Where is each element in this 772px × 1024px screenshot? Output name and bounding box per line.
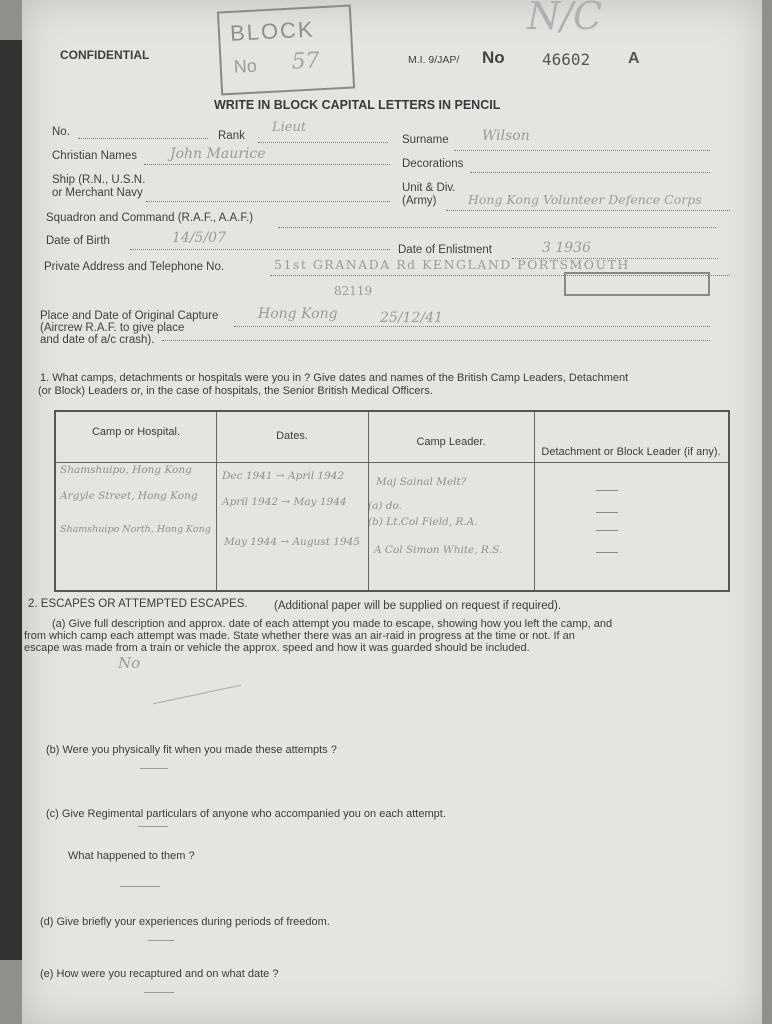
no-label: No. (52, 126, 70, 138)
answer-d-dash (148, 940, 174, 941)
unit-label-2: (Army) (402, 195, 437, 207)
answer-c2-dash (120, 886, 160, 887)
capture-label-3: and date of a/c crash). (40, 334, 155, 346)
question-e: (e) How were you recaptured and on what date ? (40, 968, 279, 980)
question-b: (b) Were you physically fit when you made these attempts ? (46, 744, 337, 756)
question-c: (c) Give Regimental particulars of anyone who accompanied you on each attempt. (46, 808, 446, 820)
reference-suffix: A (628, 50, 640, 67)
stamp-block-text: BLOCK (229, 16, 316, 46)
camps-table (54, 410, 730, 592)
section2-qa-line1: (a) Give full description and approx. date of each attempt you made to escape, showing how you left the camp, and (52, 618, 613, 630)
enlistment-value: 3 1936 (542, 240, 591, 256)
rank-value: Lieut (272, 120, 307, 135)
reference-prefix: M.I. 9/JAP/ (408, 54, 460, 66)
answer-b-dash (140, 768, 168, 769)
table-row-2-camp: Argyle Street, Hong Kong (60, 490, 198, 502)
rank-label: Rank (218, 130, 245, 142)
answer-a-value: No (118, 654, 141, 672)
column-header-camp-leader: Camp Leader. (416, 436, 486, 448)
answer-e-dash (144, 992, 174, 993)
ship-label-1: Ship (R.N., U.S.N. (52, 174, 146, 186)
form-instruction: WRITE IN BLOCK CAPITAL LETTERS IN PENCIL (214, 98, 501, 112)
column-header-camp: Camp or Hospital. (91, 426, 181, 438)
table-row-2-dates: April 1942 → May 1944 (222, 496, 347, 508)
address-box (564, 272, 710, 296)
reference-no-label: No (482, 48, 505, 67)
section1-question-line1: 1. What camps, detachments or hospitals were you in ? Give dates and names of the British Camp Leaders, Detachment (40, 372, 629, 384)
classification-mark: CONFIDENTIAL (60, 48, 150, 62)
answer-c-dash (138, 826, 168, 827)
unit-value: Hong Kong Volunteer Defence Corps (468, 192, 702, 207)
question-d: (d) Give briefly your experiences during periods of freedom. (40, 916, 330, 928)
table-row-1-dates: Dec 1941 → April 1942 (222, 470, 345, 482)
stamp-no-text: No (233, 55, 258, 77)
address-value: 51st GRANADA Rd KENGLAND PORTSMOUTH (274, 257, 630, 272)
section2-title-note: (Additional paper will be supplied on request if required). (274, 600, 562, 612)
unit-label-1: Unit & Div. (402, 182, 456, 194)
column-header-dates: Dates. (276, 430, 308, 442)
telephone-value: 82119 (334, 284, 373, 298)
table-row-2-leader: (a) do. (368, 500, 402, 512)
table-row-1-leader: Maj Sainal Melt? (376, 476, 467, 488)
binder-edge (0, 40, 24, 960)
section2-qa-line3: escape was made from a train or vehicle the approx. speed and how it was guarded should be included. (24, 642, 530, 654)
table-row-3-leader: (b) Lt.Col Field, R.A. (368, 516, 478, 528)
section1-question-line2: (or Block) Leaders or, in the case of hospitals, the Senior British Medical Officers. (38, 385, 433, 397)
dob-label: Date of Birth (46, 235, 110, 247)
section2-qa-line2: from which camp each attempt was made. State whether there was an air-raid in progress at the time or not. If an (24, 630, 575, 642)
decorations-label: Decorations (402, 158, 464, 170)
table-row-4-leader: A Col Simon White, R.S. (374, 544, 503, 556)
document-page (22, 0, 762, 1024)
christian-names-label: Christian Names (52, 150, 137, 162)
squadron-label: Squadron and Command (R.A.F., A.A.F.) (46, 212, 254, 224)
answer-a-stroke (153, 685, 241, 705)
address-label: Private Address and Telephone No. (44, 261, 225, 273)
ship-label-2: or Merchant Navy (52, 187, 143, 199)
column-header-detachment-leader: Detachment or Block Leader (if any). (541, 446, 721, 458)
capture-date-value: 25/12/41 (380, 310, 443, 326)
reference-number: 46602 (542, 50, 591, 69)
table-row-4-camp: Shamshuipo North, Hong Kong (60, 524, 211, 535)
surname-value: Wilson (482, 128, 530, 144)
capture-place-value: Hong Kong (258, 306, 338, 322)
table-row-4-dates: May 1944 → August 1945 (224, 536, 360, 548)
section2-title: 2. ESCAPES OR ATTEMPTED ESCAPES. (28, 598, 248, 610)
enlistment-label: Date of Enlistment (398, 244, 492, 256)
capture-label-2: (Aircrew R.A.F. to give place (40, 322, 185, 334)
table-row-1-camp: Shamshuipo, Hong Kong (60, 464, 192, 476)
dob-value: 14/5/07 (172, 230, 226, 246)
block-stamp (217, 5, 355, 96)
christian-names-value: John Maurice (170, 146, 266, 162)
surname-label: Surname (402, 134, 449, 146)
capture-label-1: Place and Date of Original Capture (40, 310, 219, 322)
corner-handwritten-mark: N/C (527, 0, 603, 38)
stamp-number: 57 (290, 48, 321, 75)
question-c-followup: What happened to them ? (68, 850, 195, 862)
